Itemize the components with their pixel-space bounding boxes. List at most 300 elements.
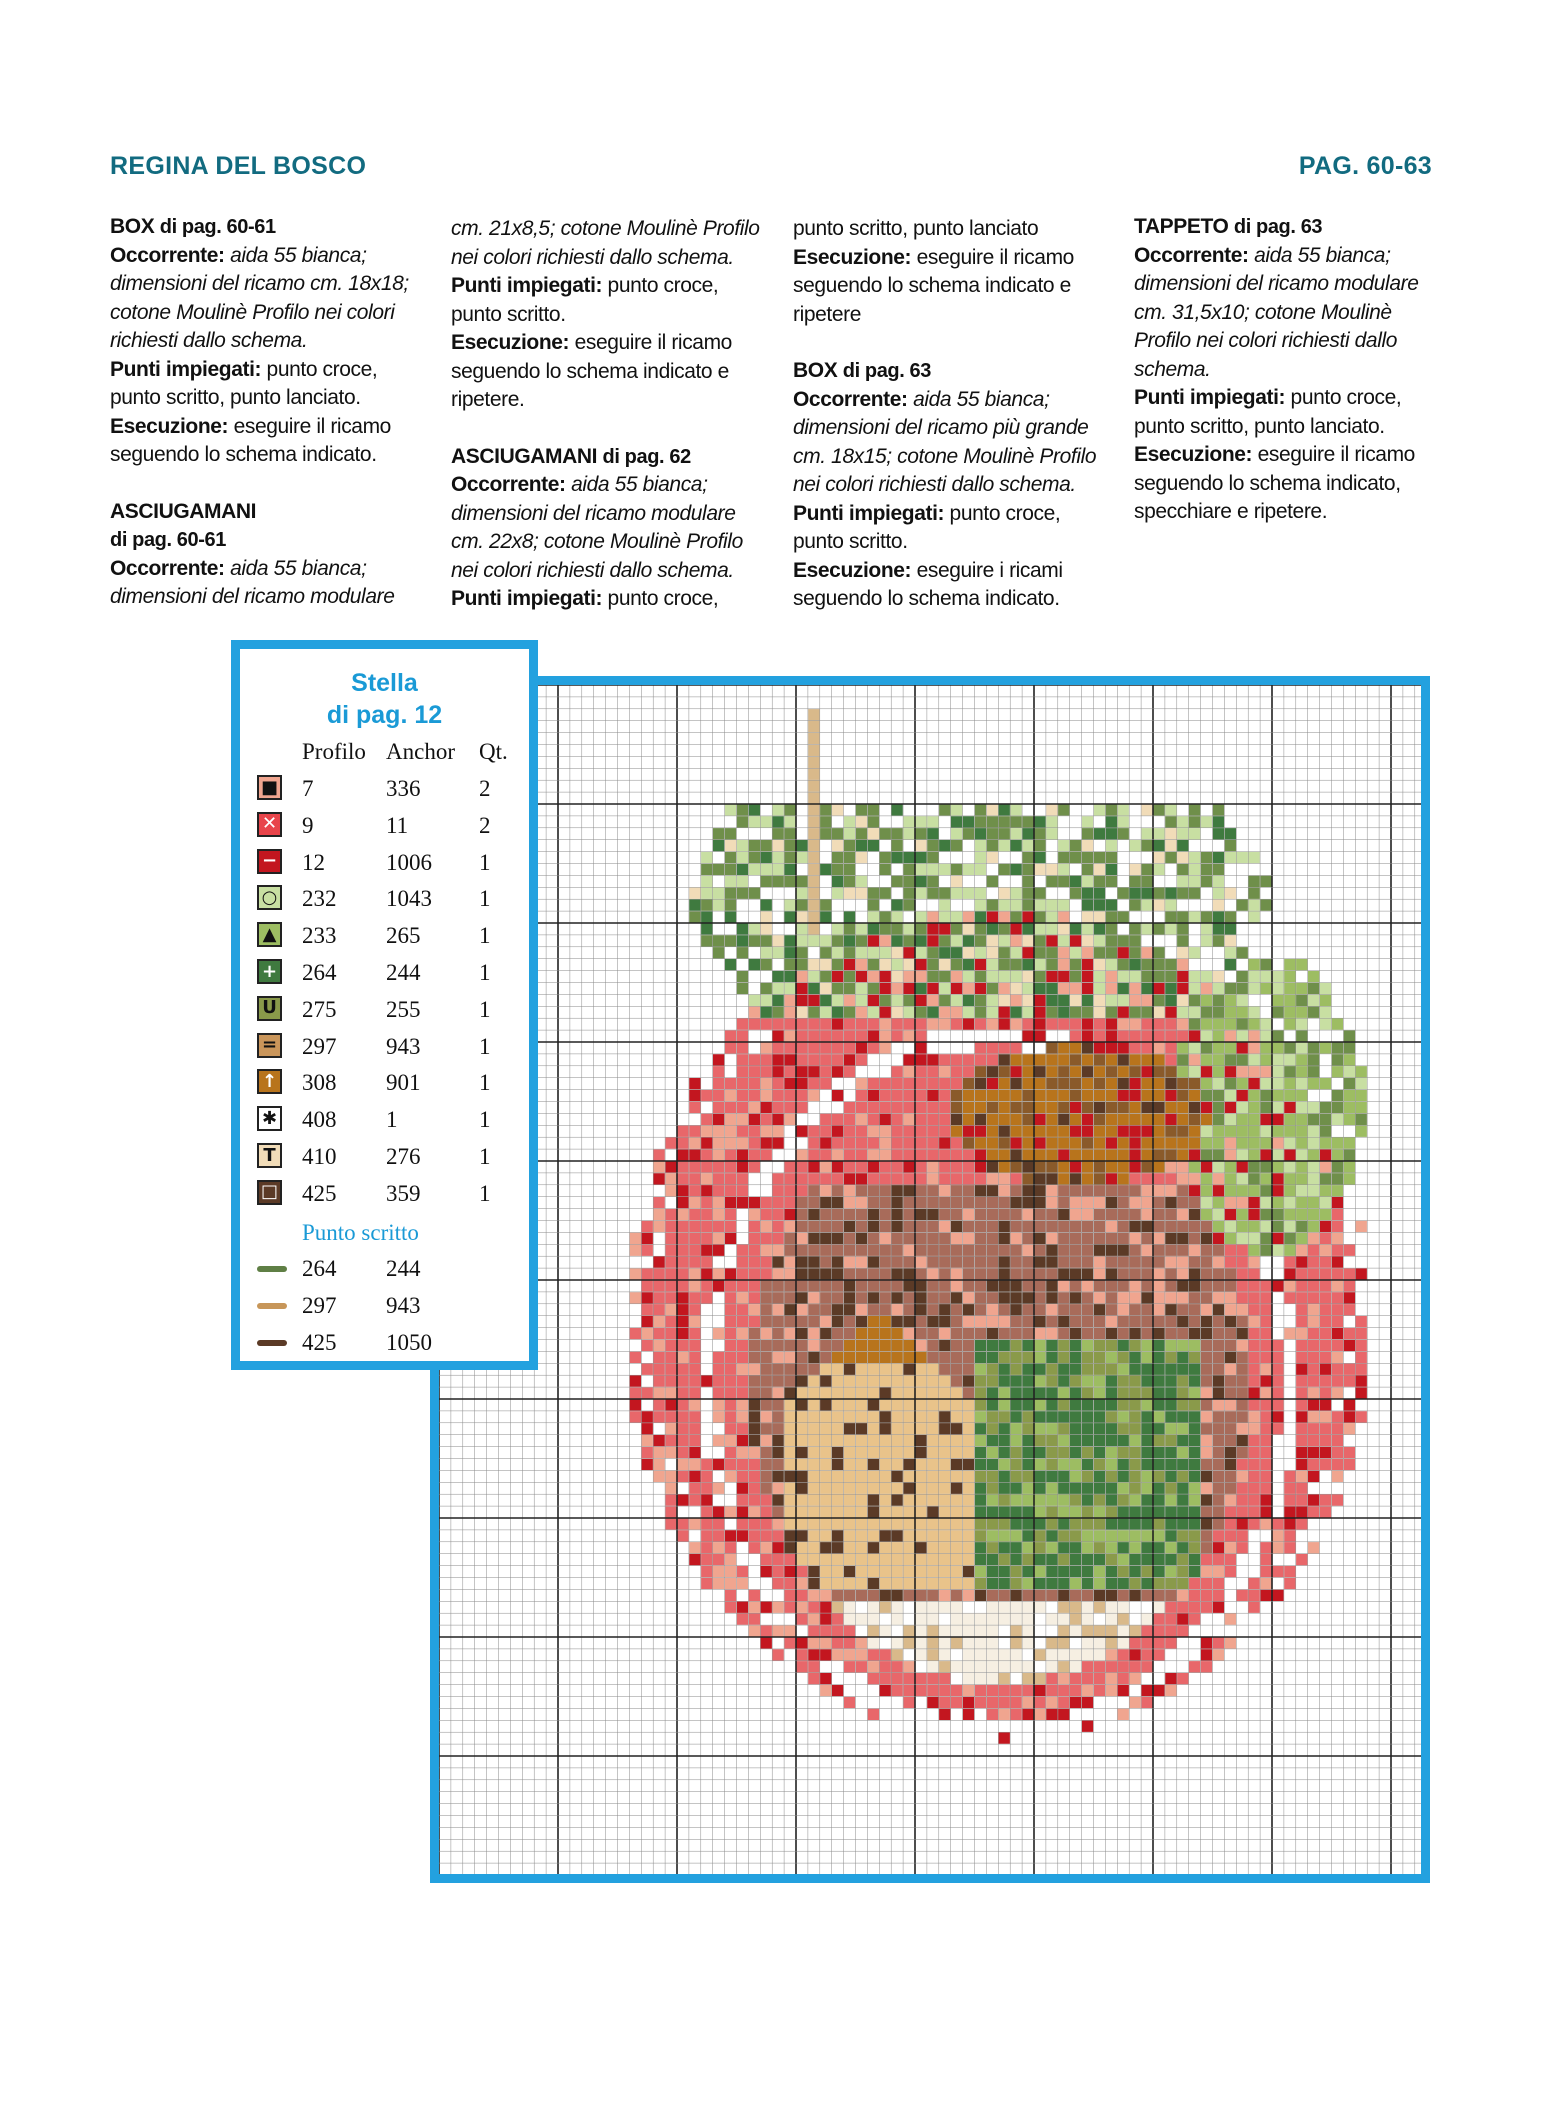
stitch-background [1058,1197,1069,1208]
stitch-red [856,959,867,970]
stitch-ring [939,1042,950,1053]
stitch-background [1046,1590,1057,1601]
stitch-ring [903,1721,914,1732]
stitch-tree [1189,1435,1200,1446]
stitch-house [939,1578,950,1589]
stitch-red [903,971,914,982]
stitch-house [915,1483,926,1494]
stitch-foliage [820,947,831,958]
stitch-background [1130,1328,1141,1339]
stitch-red [1165,1602,1176,1613]
stitch-ring [880,1066,891,1077]
stitch-background [1082,1197,1093,1208]
stitch-house [868,1316,879,1327]
stitch-red [1022,1019,1033,1030]
stitch-foliage [975,852,986,863]
stitch-red [713,1090,724,1101]
stitch-red [1237,1518,1248,1529]
stitch-tree [1011,1447,1022,1458]
stitch-background [880,1590,891,1601]
stitch-foliage [761,983,772,994]
stitch-background [856,1280,867,1291]
stitch-red [880,1149,891,1160]
stitch-ring [832,1078,843,1089]
stitch-background [903,1185,914,1196]
stitch-house [868,1352,879,1363]
stitch-red [868,1019,879,1030]
stitch-red [1249,1364,1260,1375]
stitch-background [1094,1292,1105,1303]
stitch-red [689,1138,700,1149]
stitch-red [880,1030,891,1041]
stitch-leaves [1260,971,1271,982]
stitch-house [892,1411,903,1422]
stitch-ring [1189,1625,1200,1636]
stitch-background [1201,1447,1212,1458]
stitch-red [1153,1649,1164,1660]
stitch-house [844,1399,855,1410]
stitch-snow [856,1602,867,1613]
stitch-background [1213,1459,1224,1470]
stitch-red [892,1090,903,1101]
stitch-red [844,1649,855,1660]
stitch-leaves [1213,1042,1224,1053]
stitch-background [773,1411,784,1422]
stitch-foliage [1034,888,1045,899]
stitch-cap [951,1126,962,1137]
stitch-background [939,1221,950,1232]
stitch-tree [1011,1352,1022,1363]
stitch-tree [1118,1578,1129,1589]
stitch-red [1153,983,1164,994]
legend-anchor: 359 [386,1180,421,1206]
stitch-house [880,1530,891,1541]
stitch-red [737,1614,748,1625]
stitch-red [725,1447,736,1458]
stitch-leaves [1260,1019,1271,1030]
stitch-red [701,1376,712,1387]
stitch-background [951,1280,962,1291]
stitch-background [975,1245,986,1256]
page-title: REGINA DEL BOSCO [110,152,367,180]
stitch-ring [713,1340,724,1351]
stitch-tree [1177,1518,1188,1529]
stitch-cap [1094,1090,1105,1101]
stitch-cap [987,1161,998,1172]
stitch-foliage [1118,995,1129,1006]
stitch-cap [1058,1161,1069,1172]
stitch-red [1272,1364,1283,1375]
stitch-background [939,1233,950,1244]
stitch-red [725,1102,736,1113]
stitch-snow [987,1602,998,1613]
stitch-foliage [761,1007,772,1018]
stitch-background [951,1221,962,1232]
legend-profilo: 410 [302,1144,337,1169]
stitch-background [1046,1268,1057,1279]
stitch-leaves [1237,1078,1248,1089]
stitch-house [880,1328,891,1339]
stitch-red [1141,1019,1152,1030]
stitch-background [987,1209,998,1220]
stitch-foliage [1082,935,1093,946]
stitch-house [844,1566,855,1577]
stitch-background [1070,1245,1081,1256]
stitch-house [856,1506,867,1517]
stitch-cap [1189,1078,1200,1089]
stitch-house [903,1364,914,1375]
stitch-background [1058,1268,1069,1279]
stitch-leaves [1284,1114,1295,1125]
stitch-tree [1177,1435,1188,1446]
stitch-house [927,1554,938,1565]
stitch-tree [1070,1411,1081,1422]
stitch-hanger [808,757,819,768]
stitch-ring [1272,1447,1283,1458]
stitch-house [951,1542,962,1553]
stitch-red [927,1066,938,1077]
stitch-ring [773,1149,784,1160]
stitch-cap [1058,1066,1069,1077]
stitch-red [1034,1114,1045,1125]
stitch-red [725,1138,736,1149]
stitch-red [749,1292,760,1303]
stitch-leaves [1213,1019,1224,1030]
legend-header-profilo: Profilo [302,739,366,764]
stitch-cap [1058,1042,1069,1053]
stitch-foliage [987,816,998,827]
stitch-leaves [1344,1161,1355,1172]
stitch-foliage [1022,816,1033,827]
stitch-cap [999,1161,1010,1172]
stitch-background [975,1280,986,1291]
stitch-background [773,1268,784,1279]
stitch-red [677,1376,688,1387]
stitch-red [1249,1483,1260,1494]
stitch-house [903,1566,914,1577]
stitch-background [1189,1268,1200,1279]
stitch-red [1260,1399,1271,1410]
stitch-tree [1141,1376,1152,1387]
stitch-red [951,1173,962,1184]
stitch-background [1130,1185,1141,1196]
stitch-background [1153,1590,1164,1601]
stitch-house [856,1566,867,1577]
stitch-background [868,1257,879,1268]
stitch-tree [1141,1530,1152,1541]
stitch-red [1237,1495,1248,1506]
stitch-foliage [761,852,772,863]
stitch-background [1153,1316,1164,1327]
stitch-foliage [999,900,1010,911]
stitch-house [784,1495,795,1506]
stitch-red [963,1054,974,1065]
stitch-red [654,1304,665,1315]
stitch-red [1046,971,1057,982]
stitch-red [1094,1685,1105,1696]
stitch-foliage [820,900,831,911]
stitch-red [1153,1685,1164,1696]
stitch-foliage [725,852,736,863]
stitch-background [963,1245,974,1256]
stitch-ring [1249,1530,1260,1541]
stitch-background [1201,1423,1212,1434]
stitch-red [761,1221,772,1232]
stitch-red [665,1399,676,1410]
stitch-snow [927,1625,938,1636]
stitch-red [1022,1697,1033,1708]
stitch-ring [1249,1566,1260,1577]
stitch-house [820,1495,831,1506]
stitch-ring [1177,1637,1188,1648]
stitch-red [1320,1399,1331,1410]
stitch-cap [1022,1173,1033,1184]
stitch-foliage [773,1007,784,1018]
legend-qt: 2 [479,812,491,838]
stitch-red [701,1483,712,1494]
stitch-red [820,1126,831,1137]
stitch-red [1272,1423,1283,1434]
stitch-background [939,1316,950,1327]
stitch-background [1118,1268,1129,1279]
stitch-foliage [832,804,843,815]
stitch-red [665,1257,676,1268]
stitch-background [1153,1209,1164,1220]
stitch-red [796,1149,807,1160]
stitch-tree [1058,1447,1069,1458]
stitch-foliage [1189,852,1200,863]
stitch-ring [844,1090,855,1101]
stitch-tree [1058,1340,1069,1351]
stitch-background [892,1590,903,1601]
stitch-leaves [1249,1245,1260,1256]
stitch-cap [1201,1114,1212,1125]
stitch-cap [963,1138,974,1149]
stitch-red [1344,1376,1355,1387]
stitch-red [773,1530,784,1541]
stitch-snow [951,1649,962,1660]
stitch-foliage [1058,935,1069,946]
stitch-background [761,1280,772,1291]
stitch-red [725,1340,736,1351]
stitch-background [1106,1304,1117,1315]
stitch-red [927,983,938,994]
stitch-foliage [796,959,807,970]
stitch-background [868,1590,879,1601]
stitch-cap [1034,1149,1045,1160]
stitch-red [1272,1280,1283,1291]
stitch-background [1106,1257,1117,1268]
stitch-red [927,1090,938,1101]
stitch-foliage [1165,840,1176,851]
stitch-foliage [1189,816,1200,827]
stitch-background [820,1328,831,1339]
stitch-background [915,1221,926,1232]
stitch-background [808,1209,819,1220]
stitch-cap [999,1102,1010,1113]
stitch-red [832,1066,843,1077]
stitch-house [903,1423,914,1434]
stitch-foliage [999,995,1010,1006]
stitch-house [808,1411,819,1422]
stitch-leaves [1201,1126,1212,1137]
stitch-house [951,1530,962,1541]
stitch-red [677,1185,688,1196]
legend-title: Stella di pag. 12 [326,669,443,729]
stitch-house [903,1447,914,1458]
stitch-tree [1034,1506,1045,1517]
stitch-red [725,1590,736,1601]
stitch-tree [1165,1554,1176,1565]
stitch-house [951,1495,962,1506]
stitch-background [1094,1304,1105,1315]
stitch-house [951,1506,962,1517]
stitch-red [939,1054,950,1065]
stitch-foliage [737,876,748,887]
stitch-red [1332,1221,1343,1232]
stitch-house [915,1542,926,1553]
stitch-snow [939,1661,950,1672]
stitch-house [796,1411,807,1422]
stitch-background [820,1245,831,1256]
stitch-ring [713,1257,724,1268]
stitch-house [784,1506,795,1517]
stitch-background [987,1280,998,1291]
stitch-red [915,1161,926,1172]
stitch-foliage [1034,971,1045,982]
stitch-red [1177,971,1188,982]
stitch-foliage [737,971,748,982]
stitch-red [725,1173,736,1184]
legend-profilo: 308 [302,1070,337,1096]
stitch-house [820,1542,831,1553]
stitch-background [773,1518,784,1529]
stitch-foliage [1046,959,1057,970]
stitch-red [892,1673,903,1684]
stitch-hanger [808,733,819,744]
stitch-background [1034,1280,1045,1291]
stitch-red [844,1161,855,1172]
stitch-tree [1189,1340,1200,1351]
stitch-foliage [820,816,831,827]
stitch-background [939,1304,950,1315]
stitch-foliage [832,983,843,994]
stitch-snow [880,1637,891,1648]
stitch-background [1034,1257,1045,1268]
stitch-red [939,1697,950,1708]
stitch-tree [1082,1566,1093,1577]
stitch-red [773,1649,784,1660]
stitch-foliage [796,840,807,851]
stitch-ring [1046,1721,1057,1732]
stitch-cap [1177,1126,1188,1137]
stitch-background [1201,1292,1212,1303]
stitch-foliage [963,959,974,970]
stitch-leaves [1296,1102,1307,1113]
stitch-background [915,1590,926,1601]
stitch-red [999,1709,1010,1720]
stitch-foliage [903,1007,914,1018]
stitch-cap [951,1114,962,1125]
stitch-ring [1260,1257,1271,1268]
stitch-snow [1034,1602,1045,1613]
stitch-background [1011,1257,1022,1268]
stitch-foliage [1165,852,1176,863]
stitch-snow [951,1661,962,1672]
stitch-foliage [1165,900,1176,911]
stitch-snow [1011,1673,1022,1684]
stitch-foliage [1011,971,1022,982]
stitch-leaves [1284,1173,1295,1184]
stitch-red [1344,1459,1355,1470]
stitch-house [951,1423,962,1434]
stitch-foliage [975,828,986,839]
stitch-foliage [784,864,795,875]
stitch-red [713,1435,724,1446]
stitch-foliage [987,923,998,934]
stitch-red [1082,959,1093,970]
stitch-red [1296,1257,1307,1268]
stitch-red [844,995,855,1006]
stitch-red [642,1364,653,1375]
stitch-red [689,1435,700,1446]
stitch-house [832,1578,843,1589]
stitch-foliage [737,888,748,899]
stitch-foliage [987,1007,998,1018]
stitch-red [1011,1709,1022,1720]
stitch-tree [1094,1495,1105,1506]
stitch-foliage [1249,888,1260,899]
stitch-house [868,1387,879,1398]
stitch-house [939,1542,950,1553]
stitch-tree [1022,1530,1033,1541]
stitch-tree [1082,1352,1093,1363]
stitch-background [832,1328,843,1339]
stitch-red [713,1161,724,1172]
stitch-foliage [987,995,998,1006]
stitch-cap [1118,1066,1129,1077]
stitch-red [749,1054,760,1065]
stitch-house [927,1447,938,1458]
stitch-red [856,1078,867,1089]
stitch-tree [1034,1578,1045,1589]
stitch-leaves [1213,995,1224,1006]
stitch-cap [1189,1126,1200,1137]
stitch-red [749,1078,760,1089]
stitch-background [820,1257,831,1268]
stitch-house [951,1399,962,1410]
stitch-red [808,1673,819,1684]
stitch-tree [1130,1352,1141,1363]
stitch-house [796,1471,807,1482]
stitch-foliage [796,888,807,899]
stitch-red [903,1078,914,1089]
stitch-red [737,1102,748,1113]
stitch-background [1153,1280,1164,1291]
legend-profilo: 408 [302,1107,337,1133]
stitch-ring [951,1042,962,1053]
stitch-leaves [1249,1221,1260,1232]
stitch-cap [1011,1090,1022,1101]
stitch-red [761,1126,772,1137]
stitch-tree [1046,1376,1057,1387]
stitch-tree [1141,1554,1152,1565]
stitch-background [1118,1280,1129,1291]
stitch-tree [1177,1554,1188,1565]
stitch-red [1141,1173,1152,1184]
stitch-foliage [868,888,879,899]
stitch-leaves [1308,1138,1319,1149]
